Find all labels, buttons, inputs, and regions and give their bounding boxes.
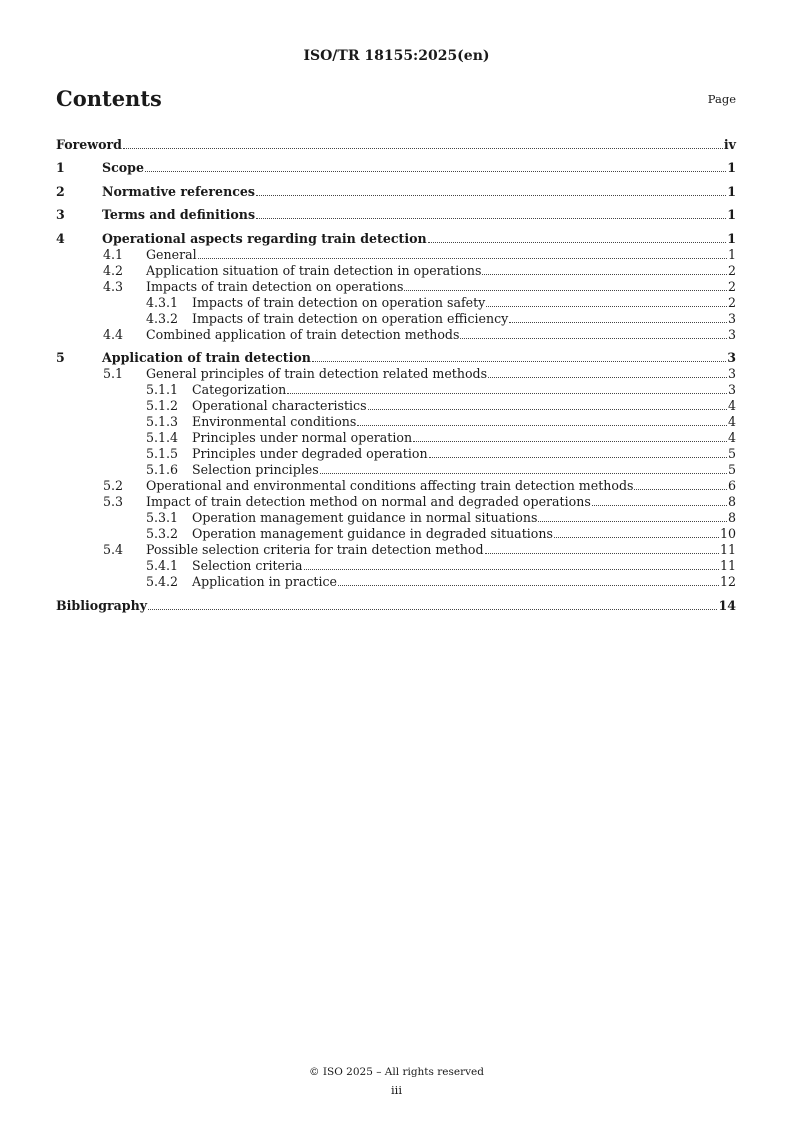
- dot-leader: [488, 376, 727, 378]
- toc-entry-title[interactable]: Foreword: [56, 136, 122, 152]
- dot-leader: [509, 321, 727, 323]
- dot-leader: [485, 552, 719, 554]
- page-number: iii: [390, 1083, 403, 1097]
- dot-leader: [256, 217, 726, 219]
- toc-entry-number: 5.3.1: [146, 510, 179, 525]
- document-id-header: ISO/TR 18155:2025(en): [303, 48, 490, 64]
- toc-entry-title[interactable]: Application situation of train detection in operations: [146, 262, 482, 278]
- toc-entry-title[interactable]: Selection criteria: [192, 558, 303, 573]
- toc-entry-page: 11: [719, 558, 736, 573]
- table-of-contents: [56, 129, 736, 614]
- toc-entry-page: 3: [727, 382, 736, 397]
- toc-entry-title[interactable]: General principles of train detection related methods: [146, 366, 488, 381]
- toc-entry-number: 4.4: [103, 326, 124, 342]
- toc-entry-title[interactable]: Principles under degraded operation: [192, 446, 428, 461]
- toc-entry-title[interactable]: Application of train detection: [102, 350, 311, 365]
- toc-entry[interactable]: [56, 558, 736, 574]
- dot-leader: [413, 440, 727, 442]
- page-column-label: Page: [707, 92, 736, 106]
- dot-leader: [287, 392, 727, 394]
- toc-entry-title[interactable]: Environmental conditions: [192, 414, 357, 429]
- toc-entry[interactable]: [56, 366, 736, 382]
- toc-entry[interactable]: [56, 494, 736, 510]
- toc-entry[interactable]: [56, 263, 736, 279]
- toc-entry[interactable]: [56, 590, 736, 614]
- toc-entry[interactable]: [56, 510, 736, 526]
- toc-entry[interactable]: [56, 295, 736, 311]
- dot-leader: [634, 488, 727, 490]
- toc-entry-page: 4: [727, 430, 736, 445]
- dot-leader: [428, 241, 727, 243]
- toc-entry-number: 5.1.2: [146, 398, 179, 413]
- toc-entry[interactable]: [56, 526, 736, 542]
- dot-leader: [123, 147, 723, 149]
- toc-entry-page: 2: [727, 294, 736, 310]
- toc-entry-page: 1: [727, 160, 736, 175]
- toc-entry[interactable]: [56, 478, 736, 494]
- dot-leader: [404, 289, 727, 291]
- dot-leader: [538, 520, 727, 522]
- toc-entry-title[interactable]: Operational characteristics: [192, 398, 367, 413]
- toc-entry[interactable]: [56, 398, 736, 414]
- toc-entry-number: 5.1.3: [146, 414, 179, 429]
- dot-leader: [338, 584, 719, 586]
- toc-entry-number: 4.2: [103, 262, 124, 278]
- toc-entry-number: 5.4: [103, 542, 124, 557]
- toc-entry-page: 11: [719, 542, 736, 557]
- toc-entry-title[interactable]: Normative references: [102, 183, 256, 199]
- toc-entry-number: 1: [56, 160, 65, 175]
- toc-entry[interactable]: [56, 574, 736, 590]
- toc-entry-title[interactable]: Scope: [102, 160, 144, 175]
- toc-entry-page: 2: [727, 278, 736, 294]
- toc-entry-number: 5.1.5: [146, 446, 179, 461]
- toc-entry-number: 4.3.2: [146, 310, 179, 326]
- toc-entry-number: 5.4.2: [146, 574, 179, 589]
- dot-leader: [320, 472, 727, 474]
- toc-entry-title[interactable]: Selection principles: [192, 462, 319, 477]
- toc-entry-number: 2: [56, 183, 65, 199]
- toc-entry[interactable]: [56, 414, 736, 430]
- toc-entry-number: 5.1.1: [146, 382, 179, 397]
- toc-entry-page: 3: [727, 326, 736, 342]
- toc-entry-number: 4.1: [103, 246, 124, 262]
- toc-entry-title[interactable]: Operational and environmental conditions affecting train detection methods: [146, 478, 634, 493]
- dot-leader: [592, 504, 727, 506]
- toc-entry-number: 5.2: [103, 478, 124, 493]
- toc-entry-page: 5: [727, 446, 736, 461]
- toc-entry[interactable]: [56, 446, 736, 462]
- dot-leader: [198, 257, 727, 259]
- dot-leader: [482, 273, 727, 275]
- toc-entry-title[interactable]: Operational aspects regarding train detection: [102, 230, 427, 246]
- toc-entry[interactable]: [56, 247, 736, 263]
- toc-entry[interactable]: [56, 279, 736, 295]
- toc-entry-page: 3: [727, 366, 736, 381]
- toc-entry-page: 8: [727, 494, 736, 509]
- toc-entry-page: 1: [727, 207, 736, 222]
- toc-entry-title[interactable]: Impacts of train detection on operation efficiency: [192, 310, 509, 326]
- toc-entry-page: 6: [727, 478, 736, 493]
- dot-leader: [256, 194, 726, 196]
- toc-entry-title[interactable]: General: [146, 246, 197, 262]
- toc-entry-page: 5: [727, 462, 736, 477]
- dot-leader: [148, 608, 717, 610]
- toc-entry-title[interactable]: Possible selection criteria for train detection method: [146, 542, 484, 557]
- toc-entry-title[interactable]: Bibliography: [56, 597, 148, 613]
- dot-leader: [554, 536, 719, 538]
- toc-entry-title[interactable]: Impacts of train detection on operations: [146, 278, 404, 294]
- toc-entry-title[interactable]: Terms and definitions: [102, 207, 256, 222]
- dot-leader: [304, 568, 719, 570]
- toc-entry-number: 3: [56, 207, 65, 222]
- dot-leader: [312, 360, 726, 362]
- toc-entry-number: 5.1.6: [146, 462, 179, 477]
- toc-entry-title[interactable]: Categorization: [192, 382, 287, 397]
- toc-entry-title[interactable]: Principles under normal operation: [192, 430, 413, 445]
- page-title: Contents: [56, 86, 162, 111]
- toc-entry-title[interactable]: Operation management guidance in degraded situations: [192, 526, 553, 541]
- toc-entry-title[interactable]: Impacts of train detection on operation safety: [192, 294, 486, 310]
- toc-entry-page: iv: [723, 136, 736, 152]
- toc-entry-title[interactable]: Impact of train detection method on normal and degraded operations: [146, 494, 591, 509]
- toc-entry[interactable]: [56, 462, 736, 478]
- toc-entry[interactable]: [56, 327, 736, 343]
- toc-entry[interactable]: [56, 542, 736, 558]
- toc-entry[interactable]: [56, 129, 736, 153]
- toc-entry-page: 12: [719, 574, 736, 589]
- dot-leader: [357, 424, 727, 426]
- dot-leader: [145, 170, 726, 172]
- toc-entry-page: 4: [727, 414, 736, 429]
- toc-entry[interactable]: [56, 382, 736, 398]
- toc-entry-title[interactable]: Application in practice: [192, 574, 338, 589]
- toc-entry-number: 5.4.1: [146, 558, 179, 573]
- toc-entry-title[interactable]: Operation management guidance in normal situations: [192, 510, 538, 525]
- toc-entry-page: 14: [718, 597, 736, 613]
- toc-entry-page: 1: [727, 183, 736, 199]
- copyright-notice: © ISO 2025 – All rights reserved: [309, 1066, 484, 1078]
- toc-entry[interactable]: [56, 343, 736, 367]
- toc-entry-number: 5: [56, 350, 65, 365]
- toc-entry-number: 5.1.4: [146, 430, 179, 445]
- toc-entry[interactable]: [56, 176, 736, 200]
- toc-entry-number: 4: [56, 230, 65, 246]
- toc-entry-page: 1: [727, 230, 736, 246]
- toc-entry-page: 10: [719, 526, 736, 541]
- toc-entry-number: 5.3: [103, 494, 124, 509]
- toc-entry[interactable]: [56, 153, 736, 177]
- toc-entry-page: 2: [727, 262, 736, 278]
- toc-entry[interactable]: [56, 430, 736, 446]
- toc-entry-number: 4.3.1: [146, 294, 179, 310]
- toc-entry-number: 5.1: [103, 366, 124, 381]
- dot-leader: [429, 456, 727, 458]
- toc-entry-number: 4.3: [103, 278, 124, 294]
- toc-entry[interactable]: [56, 311, 736, 327]
- toc-entry[interactable]: [56, 200, 736, 224]
- dot-leader: [368, 408, 727, 410]
- toc-entry-page: 8: [727, 510, 736, 525]
- toc-entry-page: 4: [727, 398, 736, 413]
- toc-entry-page: 3: [727, 310, 736, 326]
- dot-leader: [460, 337, 727, 339]
- toc-entry[interactable]: [56, 223, 736, 247]
- toc-entry-number: 5.3.2: [146, 526, 179, 541]
- toc-entry-title[interactable]: Combined application of train detection methods: [146, 326, 460, 342]
- toc-entry-page: 3: [727, 350, 736, 365]
- toc-entry-page: 1: [727, 246, 736, 262]
- dot-leader: [486, 305, 727, 307]
